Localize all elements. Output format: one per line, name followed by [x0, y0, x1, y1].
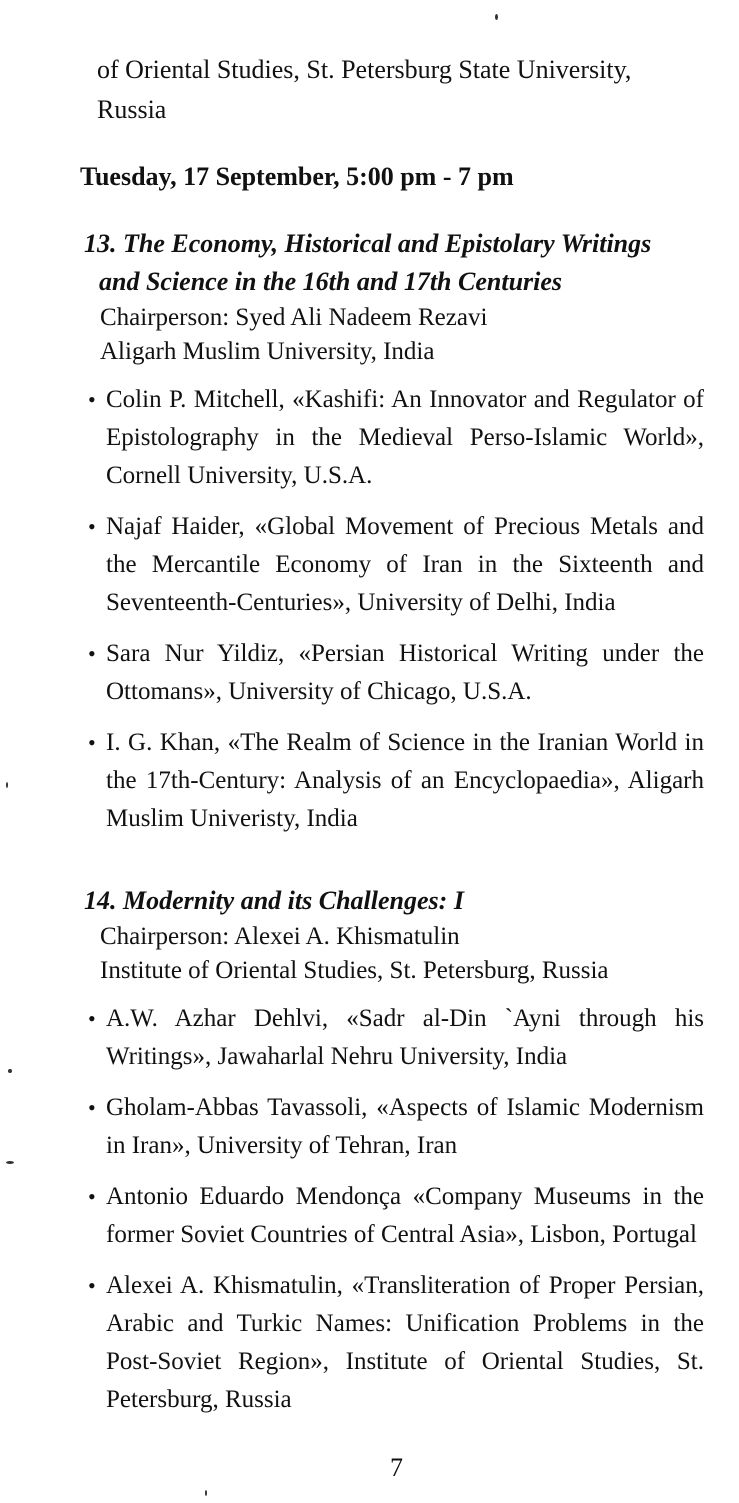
- session-title-line: 14. Modernity and its Challenges: I: [84, 886, 464, 915]
- session-title-line: 13. The Economy, Historical and Epistolary Writings: [84, 229, 652, 258]
- scan-speck: [6, 1161, 14, 1164]
- paper-text: A.W. Azhar Dehlvi, «Sadr al-Din `Ayni through his Writings», Jawaharlal Nehru University, India: [106, 1005, 704, 1070]
- page-number: 7: [390, 1453, 403, 1482]
- bullet-icon: •: [88, 514, 96, 539]
- paper-list: [84, 381, 704, 838]
- session-14: [84, 882, 704, 1432]
- bullet-icon: •: [88, 1006, 96, 1031]
- paper-text: Alexei A. Khismatulin, «Transliteration of Proper Persian, Arabic and Turkic Names: Unification Problems in the Post-Soviet Region», Institute of Oriental Studies, St. Petersburg, Russia: [106, 1272, 704, 1413]
- paper-item: [84, 381, 704, 495]
- bullet-icon: •: [88, 730, 96, 755]
- bullet-icon: •: [88, 1095, 96, 1120]
- paper-item: [84, 635, 704, 711]
- paper-item: [84, 1267, 704, 1419]
- bullet-icon: •: [88, 1184, 96, 1209]
- paper-item: [84, 1178, 704, 1254]
- chairperson-name: Chairperson: Alexei A. Khismatulin: [100, 923, 460, 950]
- scan-speck: [6, 782, 8, 788]
- session-title: [84, 225, 704, 301]
- paper-item: [84, 1000, 704, 1076]
- intro-affiliation: [97, 50, 707, 130]
- paper-text: Najaf Haider, «Global Movement of Precious Metals and the Mercantile Economy of Iran in the Sixteenth and Seventeenth-Centuries», University of Delhi, India: [106, 513, 704, 616]
- scan-speck: [8, 1069, 12, 1073]
- paper-list: [84, 1000, 704, 1419]
- paper-item: [84, 1089, 704, 1165]
- paper-text: Colin P. Mitchell, «Kashifi: An Innovator and Regulator of Epistolography in the Medieval Perso-Islamic World», Cornell University, U.S.A.: [106, 386, 704, 489]
- paper-item: [84, 724, 704, 838]
- bullet-icon: •: [88, 1273, 96, 1298]
- paper-text: Antonio Eduardo Mendonça «Company Museums in the former Soviet Countries of Central Asia», Lisbon, Portugal: [106, 1183, 704, 1248]
- chairperson-affiliation: Institute of Oriental Studies, St. Petersburg, Russia: [100, 957, 609, 984]
- paper-text: I. G. Khan, «The Realm of Science in the Iranian World in the 17th-Century: Analysis of an Encyclopaedia», Aligarh Muslim Univeristy, India: [106, 729, 704, 832]
- bullet-icon: •: [88, 387, 96, 412]
- paper-item: [84, 508, 704, 622]
- scan-speck: [495, 14, 498, 20]
- chairperson-affiliation: Aligarh Muslim University, India: [100, 338, 435, 365]
- session-date-heading: Tuesday, 17 September, 5:00 pm - 7 pm: [80, 162, 514, 191]
- session-title-line: and Science in the 16th and 17th Centuries: [99, 267, 563, 296]
- session-13: [84, 225, 704, 851]
- session-title: [84, 882, 704, 920]
- intro-line: of Oriental Studies, St. Petersburg State University,: [97, 55, 632, 84]
- chairperson-name: Chairperson: Syed Ali Nadeem Rezavi: [100, 304, 488, 331]
- intro-line: Russia: [97, 95, 167, 124]
- paper-text: Sara Nur Yildiz, «Persian Historical Writing under the Ottomans», University of Chicago, U.S.A.: [106, 640, 704, 705]
- scan-speck: [205, 1490, 207, 1496]
- bullet-icon: •: [88, 641, 96, 666]
- paper-text: Gholam-Abbas Tavassoli, «Aspects of Islamic Modernism in Iran», University of Tehran, Iran: [106, 1094, 704, 1159]
